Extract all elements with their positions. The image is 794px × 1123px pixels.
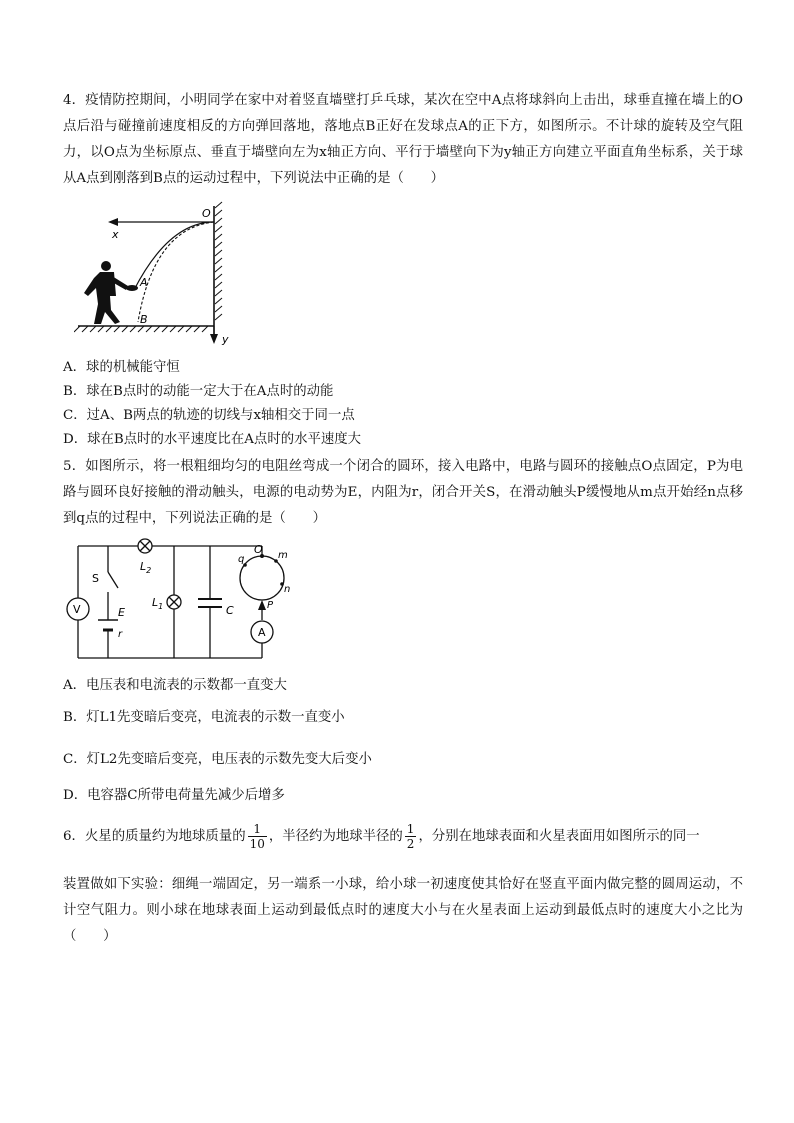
q5-slider-arrow bbox=[258, 600, 266, 610]
q6-fraction-radius bbox=[405, 822, 417, 851]
q4-option-d: D．球在B点时的水平速度比在A点时的水平速度大 bbox=[63, 432, 362, 447]
q5-option-a: A．电压表和电流表的示数都一直变大 bbox=[63, 678, 287, 693]
q4-person-silhouette bbox=[84, 261, 138, 324]
q4-stem: 4．疫情防控期间，小明同学在家中对着竖直墙壁打乒乓球，某次在空中A点将球斜向上击出，球垂直撞在墙上的O点后沿与碰撞前速度相反的方向弹回落地，落地点B正好在发球点A的正下方，如图所示。不计球的旋转及空气阻力，以O点为坐标原点、垂直于墙壁向左为x轴正方向、平行于墙壁向下为y轴正方向建立平面直角坐标系，关于球从A点到刚落到B点的运动过程中，下列说法中正确的是（ ） bbox=[63, 93, 743, 186]
q4-y-label: y bbox=[222, 333, 229, 346]
q6-stem-rest: 装置做如下实验：细绳一端固定，另一端系一小球，给小球一初速度使其恰好在竖直平面内做完整的圆周运动，不计空气阻力。则小球在地球表面上运动到最低点时的速度大小与在火星表面上运动到最低点时的速度大小之比为（ ） bbox=[63, 877, 743, 944]
q4-figure bbox=[74, 200, 234, 348]
q5-circuit-figure bbox=[62, 536, 298, 664]
q6-frac1-numerator: 1 bbox=[248, 822, 267, 837]
q6-stem-part2: ，半径约为地球半径的 bbox=[268, 829, 403, 844]
q5-o-label: O bbox=[254, 543, 263, 556]
q5-r-label: r bbox=[118, 629, 123, 640]
q5-emf-label: E bbox=[118, 606, 125, 619]
q6-frac1-denominator: 10 bbox=[249, 837, 265, 851]
q5-l2-label: $L_2$ bbox=[140, 560, 152, 575]
q5-l1-label: $L_1$ bbox=[152, 596, 164, 611]
q6-stem-part1: 6．火星的质量约为地球质量的 bbox=[63, 829, 246, 844]
q6-fraction-mass bbox=[248, 822, 267, 851]
q5-capacitor-label: C bbox=[226, 604, 234, 617]
q4-option-b: B．球在B点时的动能一定大于在A点时的动能 bbox=[63, 384, 334, 399]
q6-frac2-numerator: 1 bbox=[406, 822, 415, 836]
q4-option-c: C．过A、B两点的轨迹的切线与x轴相交于同一点 bbox=[63, 408, 355, 423]
q4-option-a: A．球的机械能守恒 bbox=[63, 360, 180, 375]
q5-stem: 5．如图所示，将一根粗细均匀的电阻丝弯成一个闭合的圆环，接入电路中，电路与圆环的接触点O点固定，P为电路与圆环良好接触的滑动触头，电源的电动势为E，内阻为r，闭合开关S，在滑动触头P缓慢地从m点开始经n点移到q点的过程中，下列说法正确的是（ ） bbox=[63, 459, 743, 526]
q5-n-label: n bbox=[284, 584, 291, 595]
q4-b-label: B bbox=[140, 313, 148, 326]
q5-switch-label: S bbox=[92, 572, 99, 585]
q5-option-c: C．灯L2先变暗后变亮，电压表的示数先变大后变小 bbox=[63, 752, 372, 767]
q5-option-b: B．灯L1先变暗后变亮，电流表的示数一直变小 bbox=[63, 710, 345, 725]
q5-option-d: D．电容器C所带电荷量先减少后增多 bbox=[63, 788, 285, 803]
q5-m-label: m bbox=[278, 550, 288, 561]
q4-a-label: A bbox=[140, 276, 148, 289]
q5-p-label: P bbox=[267, 600, 274, 611]
q6-stem-part3: ，分别在地球表面和火星表面用如图所示的同一 bbox=[418, 829, 700, 844]
q4-trajectory-down bbox=[138, 222, 214, 322]
q5-ammeter-label: A bbox=[258, 626, 266, 639]
q4-x-label: x bbox=[112, 228, 119, 241]
q6-frac2-denominator: 2 bbox=[406, 837, 415, 851]
q5-voltmeter-label: V bbox=[73, 603, 81, 616]
q4-o-label: O bbox=[202, 207, 211, 220]
q6-stem-first-line bbox=[63, 822, 700, 852]
q5-q-label: q bbox=[238, 554, 245, 565]
